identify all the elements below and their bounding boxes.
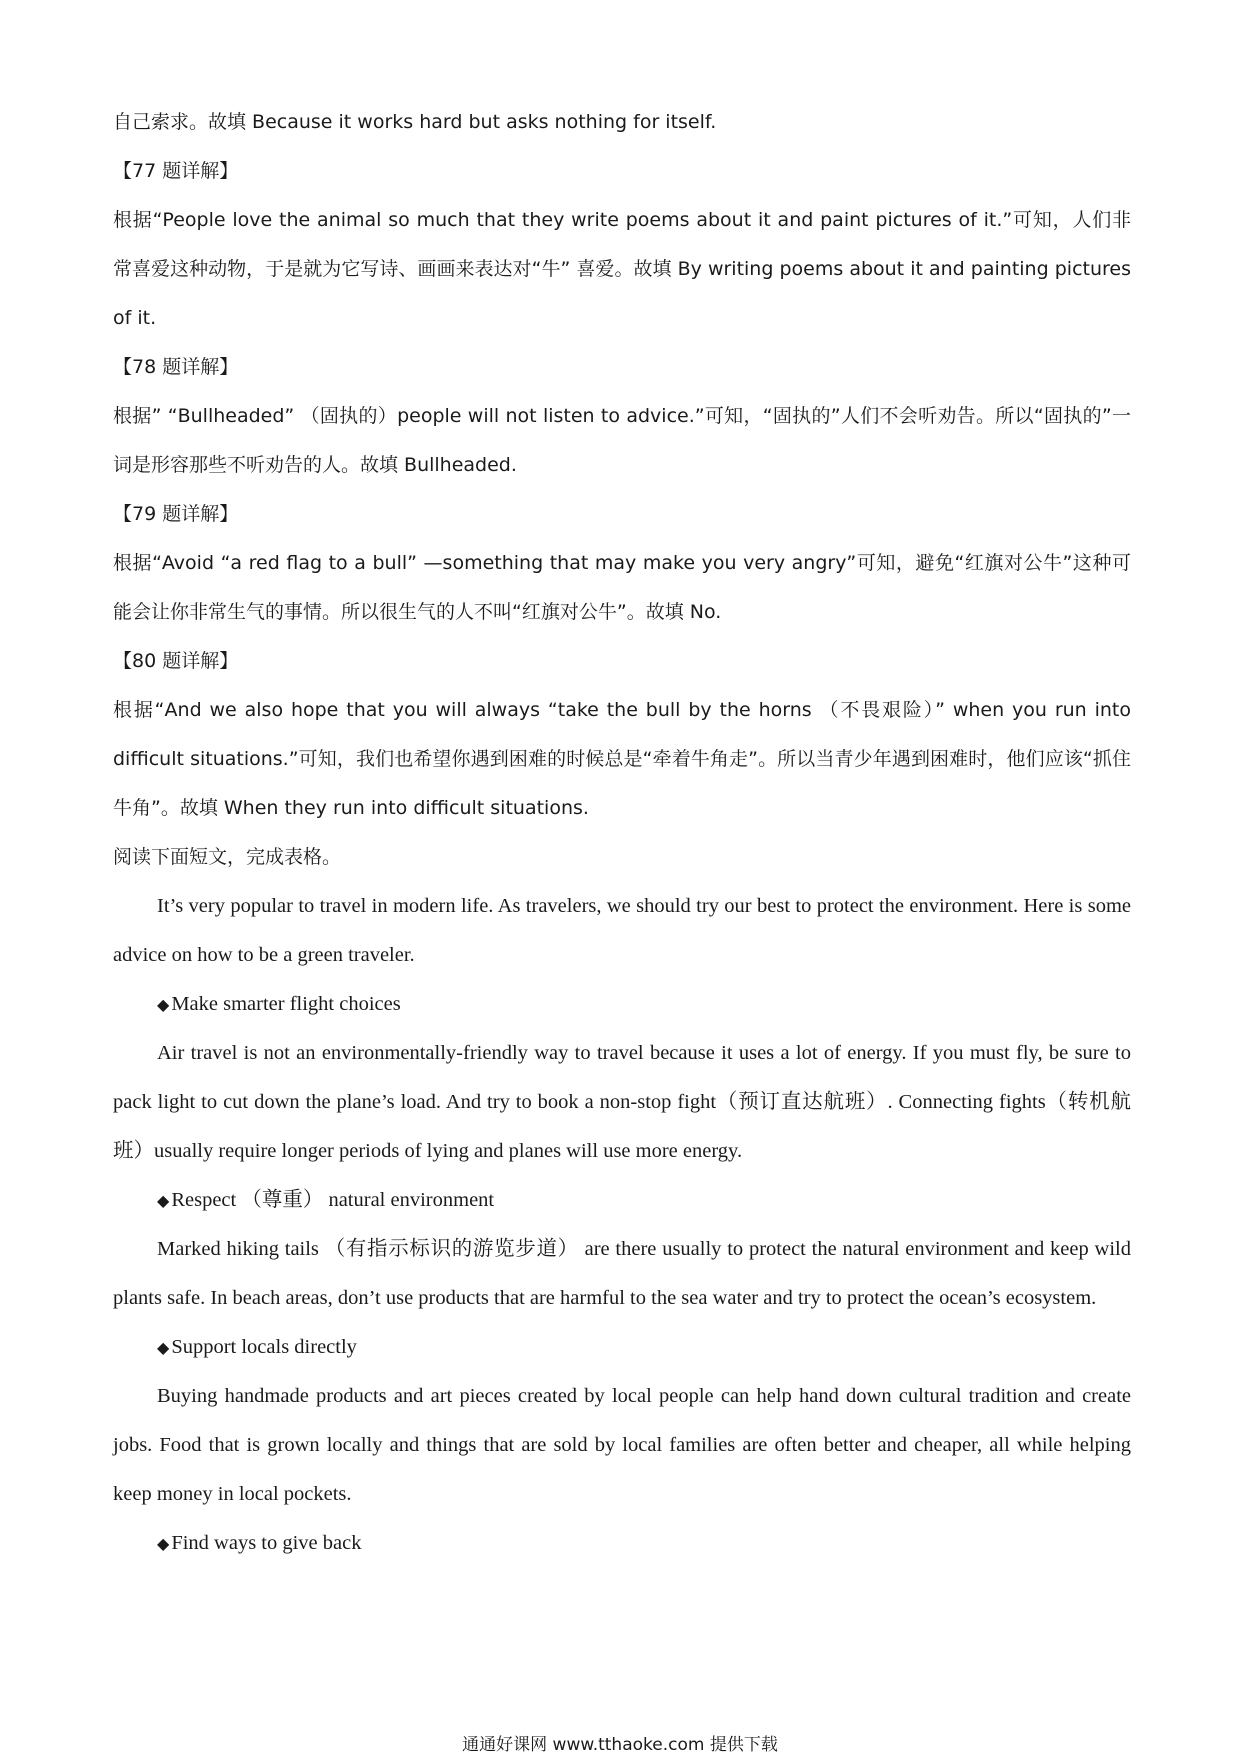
answer-80: 根据“And we also hope that you will always “take the bull by the horns （不畏艰险）” when you run into difficult situations.”可知，我们也希望你遇到困难的时候总是“牵着牛角走”。所以当青少年遇到困难时，他们应该“抓住牛角”。故填 When they run into difficult situations. bbox=[113, 699, 1131, 819]
tip-title: Find ways to give back bbox=[171, 1532, 362, 1554]
answer-78: 根据” “Bullheaded” （固执的）people will not listen to advice.”可知，“固执的”人们不会听劝告。所以“固执的”一词是形容那些不听劝告的人。故填 Bullheaded. bbox=[113, 405, 1131, 476]
answer-77: 根据“People love the animal so much that they write poems about it and paint pictures of it.”可知，人们非常喜爱这种动物，于是就为它写诗、画画来表达对“牛” 喜爱。故填 By writing poems about it and painting pictures of it. bbox=[113, 209, 1131, 329]
diamond-bullet-icon: ◆ bbox=[157, 1338, 170, 1357]
diamond-bullet-icon: ◆ bbox=[157, 1191, 170, 1210]
tip-title: Respect （尊重） natural environment bbox=[171, 1189, 495, 1211]
tip-body-respect: Marked hiking tails （有指示标识的游览步道） are there usually to protect the natural environment and keep wild plants safe. In beach areas, don’t use products that are harmful to the sea water and try to protect the ocean’s ecosystem. bbox=[113, 1238, 1131, 1309]
answer-79: 根据“Avoid “a red flag to a bull” —something that may make you very angry”可知，避免“红旗对公牛”这种可能会让你非常生气的事情。所以很生气的人不叫“红旗对公牛”。故填 No. bbox=[113, 552, 1131, 623]
heading-q78: 【78 题详解】 bbox=[113, 356, 239, 378]
heading-q77: 【77 题详解】 bbox=[113, 160, 239, 182]
passage-intro: It’s very popular to travel in modern life. As travelers, we should try our best to protect the environment. Here is some advice on how to be a green traveler. bbox=[113, 895, 1131, 966]
tip-heading-locals bbox=[113, 1323, 1131, 1372]
page-footer: 通通好课网 www.tthaoke.com 提供下载 bbox=[462, 1735, 778, 1755]
tip-title: Support locals directly bbox=[171, 1336, 357, 1358]
tip-heading-respect bbox=[113, 1176, 1131, 1225]
diamond-bullet-icon: ◆ bbox=[157, 995, 170, 1014]
answer-76-tail: 自己索求。故填 Because it works hard but asks nothing for itself. bbox=[113, 111, 717, 133]
tip-body-flight: Air travel is not an environmentally-friendly way to travel because it uses a lot of energy. If you must fly, be sure to pack light to cut down the plane’s load. And try to book a non-stop fight（预订直达航班）. Connecting fights（转机航班）usually require longer periods of lying and planes will use more energy. bbox=[113, 1042, 1131, 1162]
heading-q80: 【80 题详解】 bbox=[113, 650, 239, 672]
tip-title: Make smarter flight choices bbox=[171, 993, 401, 1015]
heading-q79: 【79 题详解】 bbox=[113, 503, 239, 525]
reading-instruction: 阅读下面短文，完成表格。 bbox=[113, 846, 342, 868]
document-page bbox=[113, 98, 1131, 1568]
tip-heading-flight bbox=[113, 980, 1131, 1029]
tip-body-locals: Buying handmade products and art pieces created by local people can help hand down cultural tradition and create jobs. Food that is grown locally and things that are sold by local families are often better and cheaper, all while helping keep money in local pockets. bbox=[113, 1385, 1131, 1505]
diamond-bullet-icon: ◆ bbox=[157, 1534, 170, 1553]
tip-heading-give-back bbox=[113, 1519, 1131, 1568]
